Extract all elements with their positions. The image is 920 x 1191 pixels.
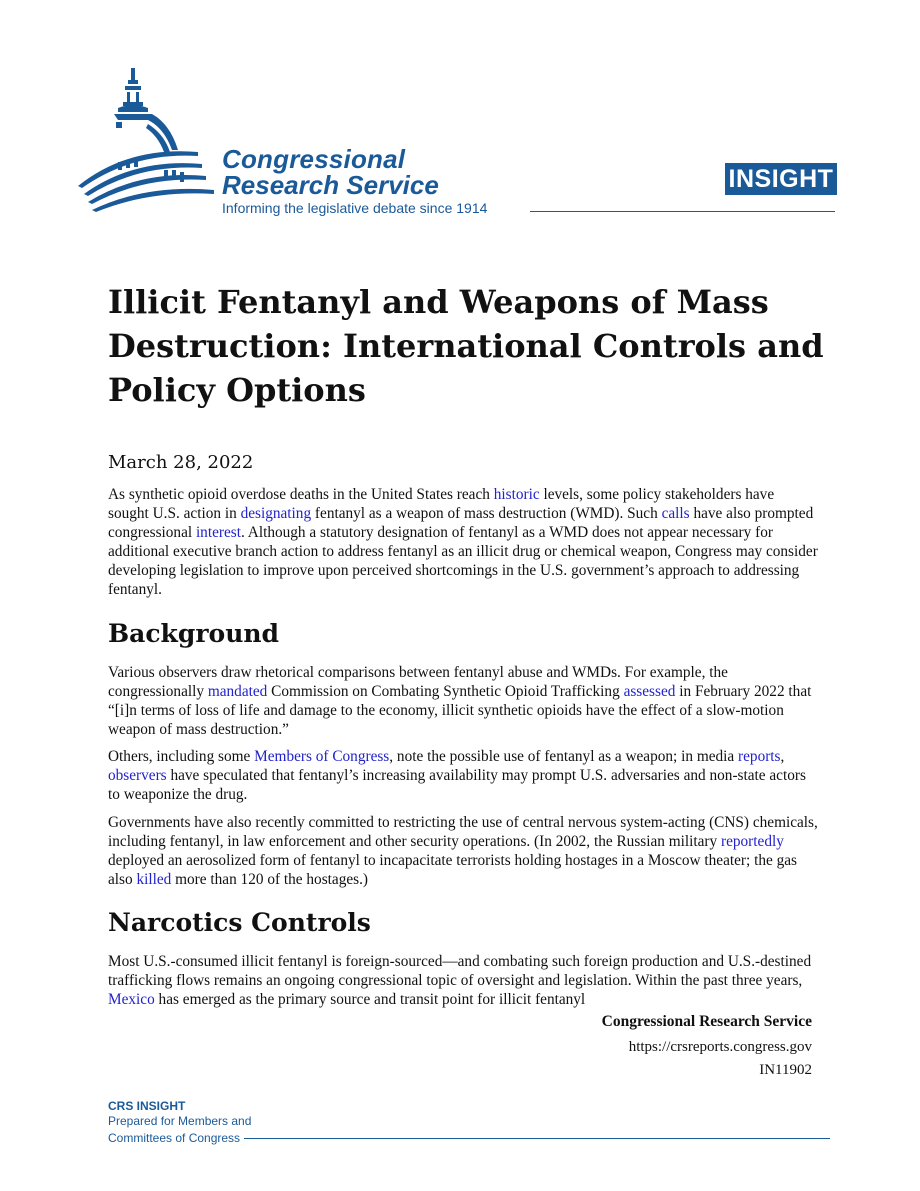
footer-rule bbox=[244, 1138, 830, 1139]
link-observers[interactable]: observers bbox=[108, 767, 167, 784]
report-id: IN11902 bbox=[759, 1062, 812, 1078]
publication-date: March 28, 2022 bbox=[108, 452, 254, 473]
text-run: , note the possible use of fentanyl as a weapon; in media bbox=[389, 748, 739, 765]
text-run: deployed an aerosolized form of fentanyl to incapacitate terrorists holding hostages in a Moscow theater; the gas also bbox=[108, 852, 797, 888]
narcotics-paragraph-1 bbox=[108, 952, 818, 1009]
crs-capitol-dome-logo bbox=[78, 66, 238, 216]
crs-insight-label: CRS INSIGHT bbox=[108, 1099, 186, 1113]
link-assessed[interactable]: assessed bbox=[623, 683, 676, 700]
text-run: As synthetic opioid overdose deaths in the United States reach bbox=[108, 486, 494, 503]
org-tagline: Informing the legislative debate since 1914 bbox=[222, 200, 488, 216]
link-reports[interactable]: reports bbox=[738, 748, 781, 765]
link-designating[interactable]: designating bbox=[240, 505, 312, 522]
statue-mark bbox=[131, 68, 135, 82]
text-run: have also prompted congressional bbox=[108, 505, 814, 541]
text-run: , bbox=[780, 748, 785, 765]
link-members-of-congress[interactable]: Members of Congress bbox=[254, 748, 390, 765]
text-run: Most U.S.-consumed illicit fentanyl is foreign-sourced—and combating such foreign production and U.S.-destined trafficking flows remains an ongoing congressional topic of oversight and legislation. Within the past three years, bbox=[108, 953, 812, 989]
prepared-for-line1: Prepared for Members and bbox=[108, 1114, 252, 1128]
text-run: Commission on Combating Synthetic Opioid Trafficking bbox=[267, 683, 624, 700]
text-run: levels, some policy stakeholders have sought U.S. action in bbox=[108, 486, 775, 522]
background-paragraph-2 bbox=[108, 747, 818, 804]
text-run: fentanyl as a weapon of mass destruction (WMD). Such bbox=[311, 505, 662, 522]
text-run: . Although a statutory designation of fentanyl as a WMD does not appear necessary for additional executive branch action to address fentanyl as an illicit drug or chemical weapon, Congress may consider developing legislation to improve upon perceived shortcomings in the U.S. government’s approach to addressing fentanyl. bbox=[108, 524, 818, 598]
section-heading-background: Background bbox=[108, 619, 280, 648]
text-run: more than 120 of the hostages.) bbox=[171, 871, 368, 888]
text-run: in February 2022 that “[i]n terms of loss of life and damage to the economy, illicit synthetic opioids have the effect of a slow-motion weapon of mass destruction.” bbox=[108, 683, 812, 738]
link-historic[interactable]: historic bbox=[493, 486, 540, 503]
prepared-for-line2: Committees of Congress bbox=[108, 1131, 241, 1145]
link-killed[interactable]: killed bbox=[136, 871, 172, 888]
insight-badge: INSIGHT bbox=[725, 163, 837, 195]
text-run: Others, including some bbox=[108, 748, 255, 765]
intro-paragraph bbox=[108, 485, 818, 599]
link-mexico[interactable]: Mexico bbox=[108, 991, 155, 1008]
org-name-line2: Research Service bbox=[222, 170, 439, 200]
link-calls[interactable]: calls bbox=[661, 505, 690, 522]
footer-org-name: Congressional Research Service bbox=[601, 1013, 812, 1030]
background-paragraph-3 bbox=[108, 813, 818, 889]
text-run: Governments have also recently committed to restricting the use of central nervous system-acting (CNS) chemicals, including fentanyl, in law enforcement and other security operations. (In 2002, the Russian military bbox=[108, 814, 818, 850]
link-interest[interactable]: interest bbox=[195, 524, 241, 541]
link-reportedly[interactable]: reportedly bbox=[721, 833, 784, 850]
page-title: Illicit Fentanyl and Weapons of Mass Destruction: International Controls and Policy Options bbox=[108, 283, 824, 409]
background-paragraph-1 bbox=[108, 663, 818, 739]
text-run: have speculated that fentanyl’s increasing availability may prompt U.S. adversaries and non-state actors to weaponize the drug. bbox=[108, 767, 806, 803]
header-rule bbox=[530, 211, 835, 212]
footer-url-link[interactable]: https://crsreports.congress.gov bbox=[628, 1039, 812, 1055]
link-mandated[interactable]: mandated bbox=[207, 683, 268, 700]
section-heading-narcotics-controls: Narcotics Controls bbox=[108, 908, 371, 937]
org-name-line1: Congressional bbox=[222, 144, 406, 174]
text-run: Various observers draw rhetorical comparisons between fentanyl abuse and WMDs. For example, the congressionally bbox=[108, 664, 728, 700]
text-run: has emerged as the primary source and transit point for illicit fentanyl bbox=[154, 991, 586, 1008]
